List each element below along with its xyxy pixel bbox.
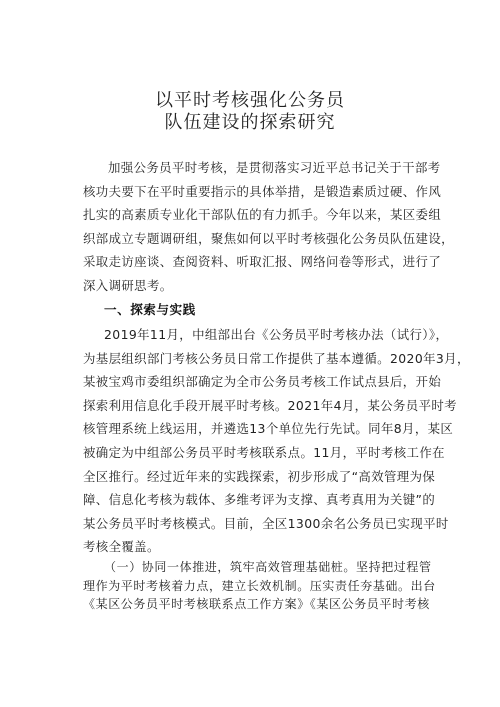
intro-line: 扎实的高素质专业化干部队伍的有力抓手。今年以来，某区委组	[83, 207, 442, 223]
section-line: 考核全覆盖。	[83, 539, 160, 555]
section-line: 某被宝鸡市委组织部确定为全市公务员考核工作试点县后，开始	[83, 374, 442, 390]
section-line: 某公务员平时考核模式。目前，全区1300余名公务员已实现平时	[83, 515, 449, 531]
section-line: 为基层组织部门考核公务员日常工作提供了基本遵循。2020年3月，	[83, 350, 470, 366]
subsection-line: （一）协同一体推进，筑牢高效管理基础桩。坚持把过程管	[104, 560, 432, 574]
section-paragraph	[83, 323, 470, 559]
subsection-line: 《某区公务员平时考核联系点工作方案》《某区公务员平时考核	[83, 597, 430, 611]
section-line: 2019年11月，中组部出台《公务员平时考核办法（试行）》，	[104, 327, 449, 342]
intro-paragraph	[83, 156, 454, 298]
intro-line: 织部成立专题调研组，聚焦如何以平时考核强化公务员队伍建设，	[83, 230, 454, 246]
section-line: 障、信息化考核为载体、多维考评为支撑、真考真用为关键”的	[83, 492, 436, 508]
intro-line: 采取走访座谈、查阅资料、听取汇报、网络问卷等形式，进行了	[83, 254, 442, 270]
document-title-line-2: 队伍建设的探索研究	[164, 112, 336, 133]
section-line: 被确定为中组部公务员平时考核联系点。11月，平时考核工作在	[83, 444, 445, 460]
intro-line: 深入调研思考。	[83, 277, 173, 293]
section-line: 全区推行。经过近年来的实践探索，初步形成了“高效管理为保	[83, 468, 436, 484]
section-heading: 一、探索与实践	[104, 302, 196, 317]
intro-line: 加强公务员平时考核，是贯彻落实习近平总书记关于干部考	[108, 160, 441, 175]
subsection-paragraph	[83, 558, 436, 614]
section-line: 探索利用信息化手段开展平时考核。2021年4月，某公务员平时考	[83, 397, 457, 413]
subsection-line: 理作为平时考核着力点，建立长效机制。压实责任夯基础。出台	[83, 578, 436, 593]
section-line: 核管理系统上线运用，并遴选13个单位先行先试。同年8月，某区	[83, 421, 454, 437]
intro-line: 核功夫要下在平时重要指示的具体举措，是锻造素质过硬、作风	[83, 183, 442, 199]
document-title-line-1: 以平时考核强化公务员	[155, 90, 345, 111]
